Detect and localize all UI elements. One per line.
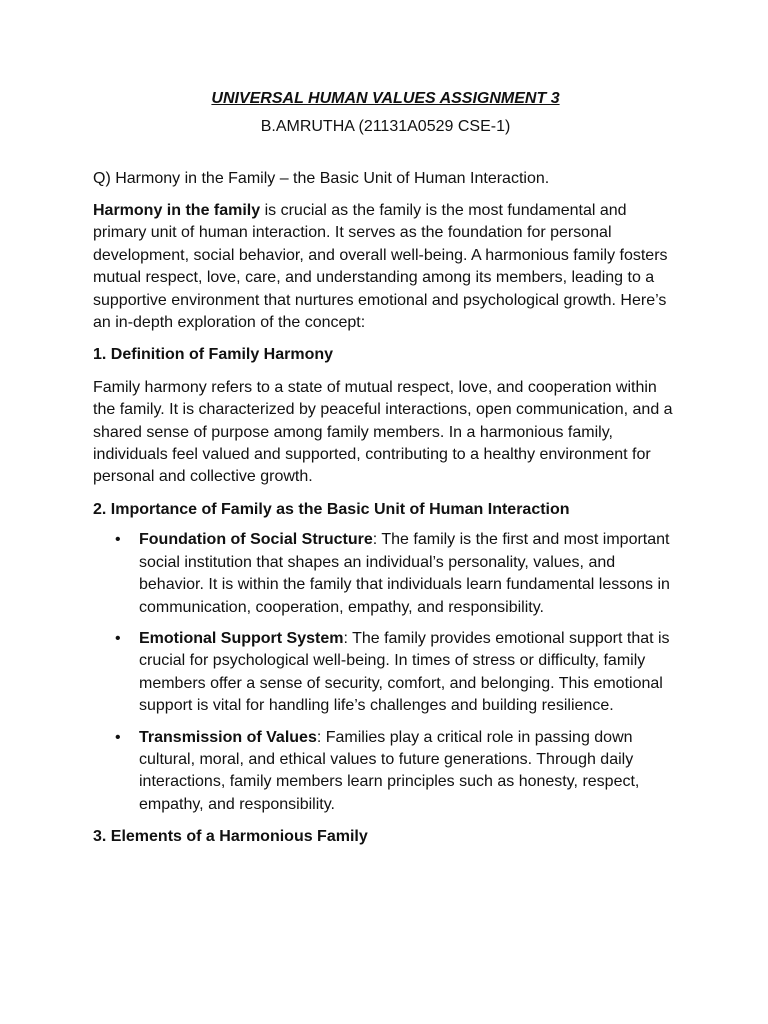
bullet-text: : The family provides emotional support that is crucial for psychological well-being. In times of stress or difficulty, family members offer a sense of security, comfort, and belonging. This emotional support is vital for handling life’s challenges and building resilience.: [139, 629, 670, 715]
bullet-item: [93, 628, 678, 718]
bullet-item: [93, 529, 678, 619]
bullet-text: : Families play a critical role in passing down cultural, moral, and ethical values to future generations. Through daily interactions, family members learn principles such as honesty, respect, empathy, and responsibility.: [139, 728, 640, 813]
section-3-heading: 3. Elements of a Harmonious Family: [93, 828, 368, 846]
document-title: UNIVERSAL HUMAN VALUES ASSIGNMENT 3: [211, 90, 560, 107]
author-line: B.AMRUTHA (21131A0529 CSE-1): [260, 118, 511, 135]
bullet-term: Foundation of Social Structure: [139, 531, 373, 549]
bullet-term: Emotional Support System: [139, 629, 344, 647]
question-line: Q) Harmony in the Family – the Basic Unit of Human Interaction.: [93, 170, 550, 187]
bullet-term: Transmission of Values: [139, 728, 317, 746]
bullet-item: [93, 727, 678, 817]
section-1-heading: 1. Definition of Family Harmony: [93, 346, 334, 364]
section-2-heading: 2. Importance of Family as the Basic Unit of Human Interaction: [93, 500, 570, 518]
bullet-marker: •: [115, 629, 121, 647]
intro-paragraph: [93, 200, 678, 334]
intro-bold-term: Harmony in the family: [93, 202, 261, 219]
section-1-paragraph: Family harmony refers to a state of mutual respect, love, and cooperation within the family. It is characterized by peaceful interactions, open communication, and a shared sense of purpose among family members. In a harmonious family, individuals feel valued and supported, contributing to a healthy environment for personal and collective growth.: [93, 378, 673, 486]
section-2-bullet-list: [93, 529, 678, 816]
bullet-marker: •: [115, 728, 121, 746]
bullet-text: : The family is the first and most important social institution that shapes an individual’s personality, values, and behavior. It is within the family that individuals learn fundamental lessons in communication, cooperation, empathy, and responsibility.: [139, 531, 670, 616]
bullet-marker: •: [115, 531, 121, 549]
document-body: [93, 88, 678, 849]
intro-text: is crucial as the family is the most fundamental and primary unit of human interaction. It serves as the foundation for personal development, social behavior, and overall well-being. A harmonious family fosters mutual respect, love, care, and understanding among its members, leading to a supportive environment that nurtures emotional and psychological growth. Here’s an in-depth exploration of the concept:: [93, 202, 668, 332]
